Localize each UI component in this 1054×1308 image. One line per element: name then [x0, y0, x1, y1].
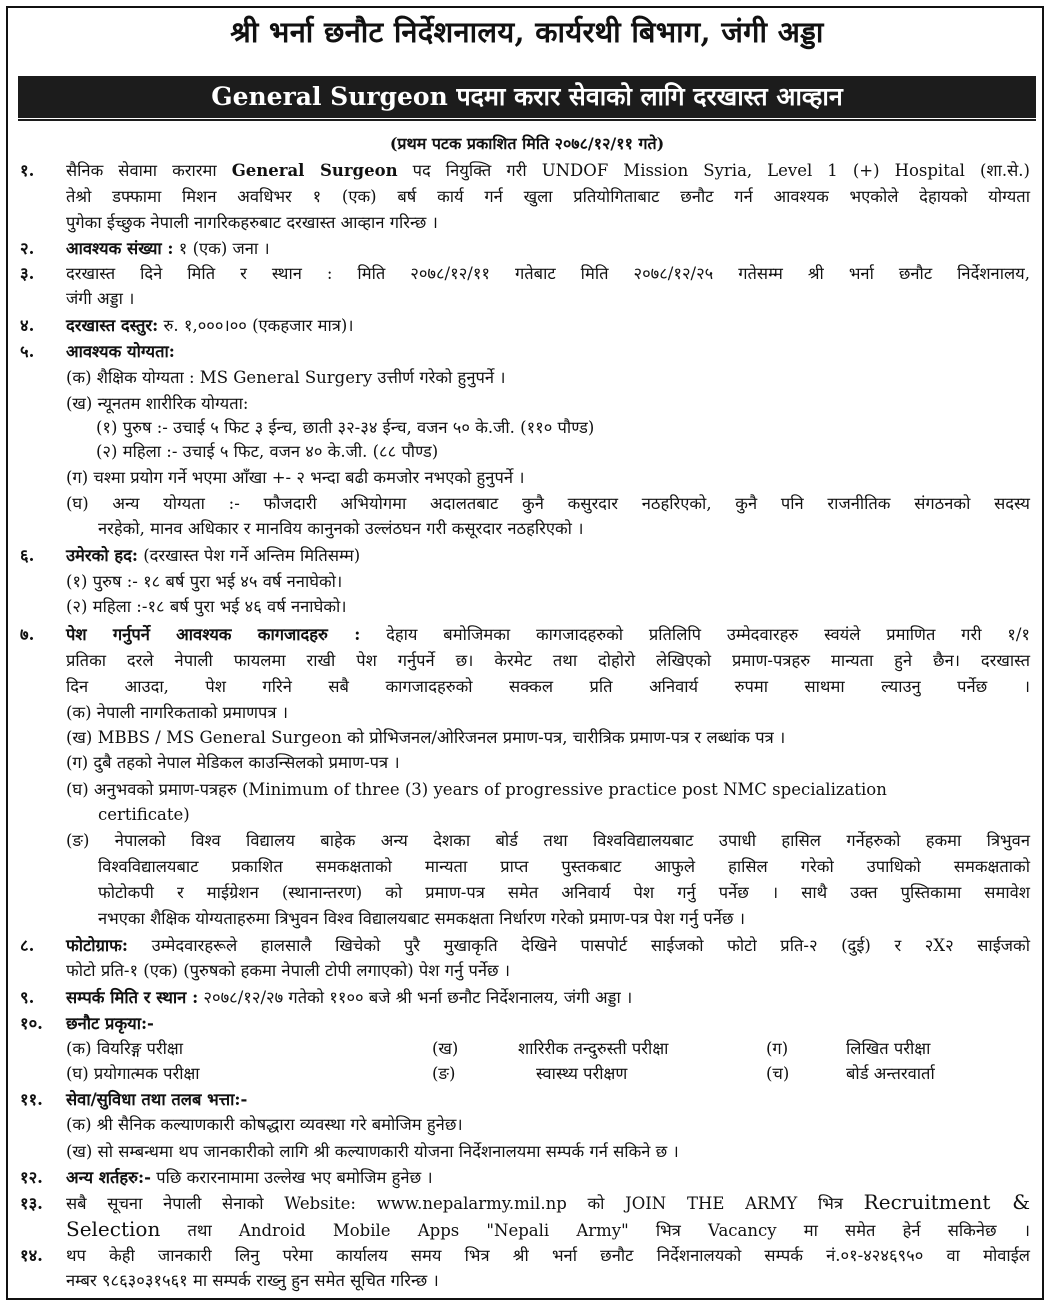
selection-step-cha-marker: (च) [766, 1064, 790, 1083]
section-14-line-1: थप केही जानकारी लिनु परेमा कार्यालय समय भित्र श्री भर्ना छनौट निर्देशनालयको सम्पर्क नं.०१-४२४६९५० वा मोवाईल [66, 1246, 1030, 1265]
section-9-line [66, 986, 632, 1010]
page-title: श्री भर्ना छनौट निर्देशनालय, कार्यरथी बिभाग, जंगी अड्डा [230, 15, 824, 49]
selection-step-gha: (घ) प्रयोगात्मक परीक्षा [66, 1064, 200, 1083]
section-6-line [66, 544, 360, 568]
section-7-kha: (ख) MBBS / MS General Surgeon को प्रोभिजनल/ओरिजनल प्रमाण-पत्र, चारीत्रिक प्रमाण-पत्र र लब्धांक पत्र । [66, 728, 786, 747]
section-13-number: १३. [20, 1194, 43, 1213]
s13-recruitment: Recruitment & [863, 1190, 1030, 1214]
s12-label: अन्य शर्तहरु:- [66, 1168, 151, 1187]
section-1-number: १. [20, 161, 35, 180]
s11-label-text: सेवा/सुविधा तथा तलब भत्ता:- [66, 1090, 248, 1109]
selection-step-kha: शारिरीक तन्दुरुस्ती परीक्षा [518, 1039, 669, 1058]
section-6-male: (१) पुरुष :- १८ बर्ष पुरा भई ४५ वर्ष ननाघेको। [66, 572, 343, 591]
section-7-ka: (क) नेपाली नागरिकताको प्रमाणपत्र । [66, 703, 289, 722]
section-2-number: २. [20, 239, 35, 258]
s7-label: पेश गर्नुपर्ने आवश्यक कागजादहरु : [66, 625, 361, 644]
section-2-line [66, 237, 270, 261]
section-1-line-2: तेश्रो डफ्फामा मिशन अवधिभर १ (एक) बर्ष कार्य गर्न खुला प्रतियोगिताबाट छनौट गर्न आवश्यक भएकोले देहायको योग्यता [66, 187, 1030, 206]
banner-divider [18, 119, 1036, 121]
section-14-line-2: नम्बर ९८६३०३१५६१ मा सम्पर्क राख्नु हुन समेत सूचित गरिन्छ । [66, 1271, 439, 1290]
selection-step-nga: स्वास्थ्य परीक्षण [536, 1064, 628, 1083]
s12-text: पछि करारनामामा उल्लेख भए बमोजिम हुनेछ । [150, 1168, 433, 1187]
selection-step-ga: लिखित परीक्षा [846, 1039, 931, 1058]
s13-text: सबै सूचना नेपाली सेनाको Website: www.nepalarmy.mil.np को JOIN THE ARMY भित्र [66, 1194, 864, 1213]
published-date: (प्रथम पटक प्रकाशित मिति २०७८/१२/११ गते) [389, 134, 665, 153]
s9-label: सम्पर्क मिति र स्थान : [66, 988, 199, 1007]
section-3-line-2: जंगी अड्डा । [66, 289, 135, 308]
s6-label: उमेरको हद: [66, 546, 138, 565]
section-5-number: ५. [20, 342, 35, 361]
section-4-line [66, 314, 354, 338]
section-5-gha-2: नरहेको, मानव अधिकार र मानविय कानुनको उल्लंठघन गरी कसूरदार नठहरिएको । [98, 519, 584, 538]
section-10-label [66, 1012, 154, 1036]
section-3-line-1: दरखास्त दिने मिति र स्थान : मिति २०७८/१२/११ गतेबाट मिति २०७८/१२/२५ गतेसम्म श्री भर्ना छनौट निर्देशनालय, [66, 264, 1030, 283]
s1-text-2: पद नियुक्ति गरी UNDOF Mission Syria, Level 1 (+) Hospital (शा.से.) [397, 161, 1030, 180]
section-13-line-1 [66, 1190, 1030, 1216]
section-6-number: ६. [20, 546, 35, 565]
section-7-nga-2: विश्वविद्यालयबाट प्रकाशित समकक्षताको मान्यता प्राप्त पुस्तकबाट आफुले हासिल गरेको उपाधिको समकक्षताको [98, 857, 1030, 876]
section-14-number: १४. [20, 1246, 43, 1265]
section-7-number: ७. [20, 625, 35, 644]
section-10-number: १०. [20, 1014, 43, 1033]
section-5-kha-1: (१) पुरुष :- उचाई ५ फिट ३ ईन्च, छाती ३२-३४ ईन्च, वजन ५० के.जी. (११० पौण्ड) [96, 418, 595, 437]
s9-text: २०७८/१२/२७ गतेको ११०० बजे श्री भर्ना छनौट निर्देशनालय, जंगी अड्डा । [198, 988, 633, 1007]
section-6-female: (२) महिला :-१८ बर्ष पुरा भई ४६ वर्ष ननाघेको। [66, 597, 347, 616]
selection-step-kha-marker: (ख) [432, 1039, 459, 1058]
selection-step-ga-marker: (ग) [766, 1039, 789, 1058]
section-5-ka: (क) शैक्षिक योग्यता : MS General Surgery उत्तीर्ण गरेको हुनुपर्ने । [66, 368, 506, 387]
selection-step-ka: (क) वियरिङ्ग परीक्षा [66, 1039, 184, 1058]
s4-text: रु. १,०००।०० (एकहजार मात्र)। [158, 316, 354, 335]
section-1-line-3: पुगेका ईच्छुक नेपाली नागरिकहरुबाट दरखास्त आव्हान गरिन्छ । [66, 213, 438, 232]
s1-text: सैनिक सेवामा करारमा [66, 161, 232, 180]
s8-label: फोटोग्राफ: [66, 936, 128, 955]
section-8-line-2: फोटो प्रति-१ (एक) (पुरुषको हकमा नेपाली टोपी लगाएको) पेश गर्नु पर्नेछ । [66, 961, 511, 980]
section-5-ga: (ग) चश्मा प्रयोग गर्ने भएमा आँखा +- २ भन्दा बढी कमजोर नभएको हुनुपर्ने । [66, 468, 525, 487]
notice-banner: General Surgeon पदमा करार सेवाको लागि दरखास्त आव्हान [18, 76, 1036, 118]
section-5-kha: (ख) न्यूनतम शारीरिक योग्यता: [66, 394, 249, 413]
s13-text-2: तथा Android Mobile Apps "Nepali Army" भित्र Vacancy मा समेत हेर्न सकिनेछ । [160, 1221, 1030, 1240]
s6-text: (दरखास्त पेश गर्ने अन्तिम मितिसम्म) [137, 546, 361, 565]
section-7-nga-4: नभएका शैक्षिक योग्यताहरुमा त्रिभुवन विश्व विद्यालयबाट समकक्षता निर्धारण गरेको प्रमाण-पत्र पेश गर्नु पर्नेछ । [98, 909, 745, 928]
section-12-number: १२. [20, 1168, 43, 1187]
section-5-kha-2: (२) महिला :- उचाई ५ फिट, वजन ४० के.जी. (८८ पौण्ड) [96, 442, 439, 461]
section-9-number: ९. [20, 988, 35, 1007]
s2-label: आवश्यक संख्या : [66, 239, 174, 258]
section-7-line-1 [66, 623, 1030, 647]
section-4-number: ४. [20, 316, 35, 335]
section-7-line-3: दिन आउदा, पेश गरिने सबै कागजादहरुको सक्कल प्रति अनिवार्य रुपमा साथमा ल्याउनु पर्नेछ । [66, 677, 1030, 696]
section-11-number: ११. [20, 1090, 43, 1109]
s5-label-text: आवश्यक योग्यता: [66, 342, 175, 361]
selection-step-cha: बोर्ड अन्तरवार्ता [846, 1064, 935, 1083]
section-7-nga-3: फोटोकपी र माईग्रेशन (स्थानान्तरण) को प्रमाण-पत्र समेत अनिवार्य पेश गर्नु पर्नेछ । साथै उक्त पुस्तिकामा समावेश [98, 883, 1030, 902]
s2-text: १ (एक) जना । [173, 239, 270, 258]
section-11-ka: (क) श्री सैनिक कल्याणकारी कोषद्धारा व्यवस्था गरे बमोजिम हुनेछ। [66, 1115, 463, 1134]
s13-selection: Selection [66, 1217, 161, 1241]
section-8-line-1 [66, 934, 1030, 958]
section-7-gha-1: (घ) अनुभवको प्रमाण-पत्रहरु (Minimum of three (3) years of progressive practice post NMC specialization [66, 780, 887, 799]
section-7-line-2: प्रतिका दरले नेपाली फायलमा राखी पेश गर्नुपर्ने छ। केरमेट तथा दोहोरो लेखिएको प्रमाण-पत्रहरु मान्यता हुने छैन। दरखास्त [66, 651, 1030, 670]
s7-text: देहाय बमोजिमका कागजादहरुको प्रतिलिपि उम्मेदवारहरु स्वयंले प्रमाणित गरी १/१ [360, 625, 1030, 644]
section-7-gha-2: certificate) [98, 805, 190, 824]
s1-post: General Surgeon [231, 161, 398, 180]
s8-text: उम्मेदवारहरूले हालसालै खिचेको पुरै मुखाकृति देखिने पासपोर्ट साईजको फोटो प्रति-२ (दुई) र २X२ साईजको [127, 936, 1030, 955]
s10-label-text: छनौट प्रकृया:- [66, 1014, 154, 1033]
selection-step-nga-marker: (ङ) [432, 1064, 456, 1083]
section-13-line-2 [66, 1217, 1030, 1243]
s4-label: दरखास्त दस्तुर: [66, 316, 159, 335]
section-5-label [66, 340, 175, 364]
section-11-kha: (ख) सो सम्बन्धमा थप जानकारीको लागि श्री कल्याणकारी योजना निर्देशनालयमा सम्पर्क गर्न सकिने छ । [66, 1142, 679, 1161]
section-1-line-1 [66, 159, 1030, 183]
section-7-ga: (ग) दुबै तहको नेपाल मेडिकल काउन्सिलको प्रमाण-पत्र । [66, 753, 400, 772]
section-7-nga-1: (ङ) नेपालको विश्व विद्यालय बाहेक अन्य देशका बोर्ड तथा विश्वविद्यालयबाट उपाधी हासिल गर्नेहरुको हकमा त्रिभुवन [66, 831, 1030, 850]
section-12-line [66, 1166, 433, 1190]
section-5-gha-1: (घ) अन्य योग्यता :- फौजदारी अभियोगमा अदालतबाट कुनै कसुरदार नठहरिएको, कुनै पनि राजनीतिक संगठनको सदस्य [66, 494, 1030, 513]
section-11-label [66, 1088, 247, 1112]
section-8-number: ८. [20, 936, 35, 955]
section-3-number: ३. [20, 264, 35, 283]
